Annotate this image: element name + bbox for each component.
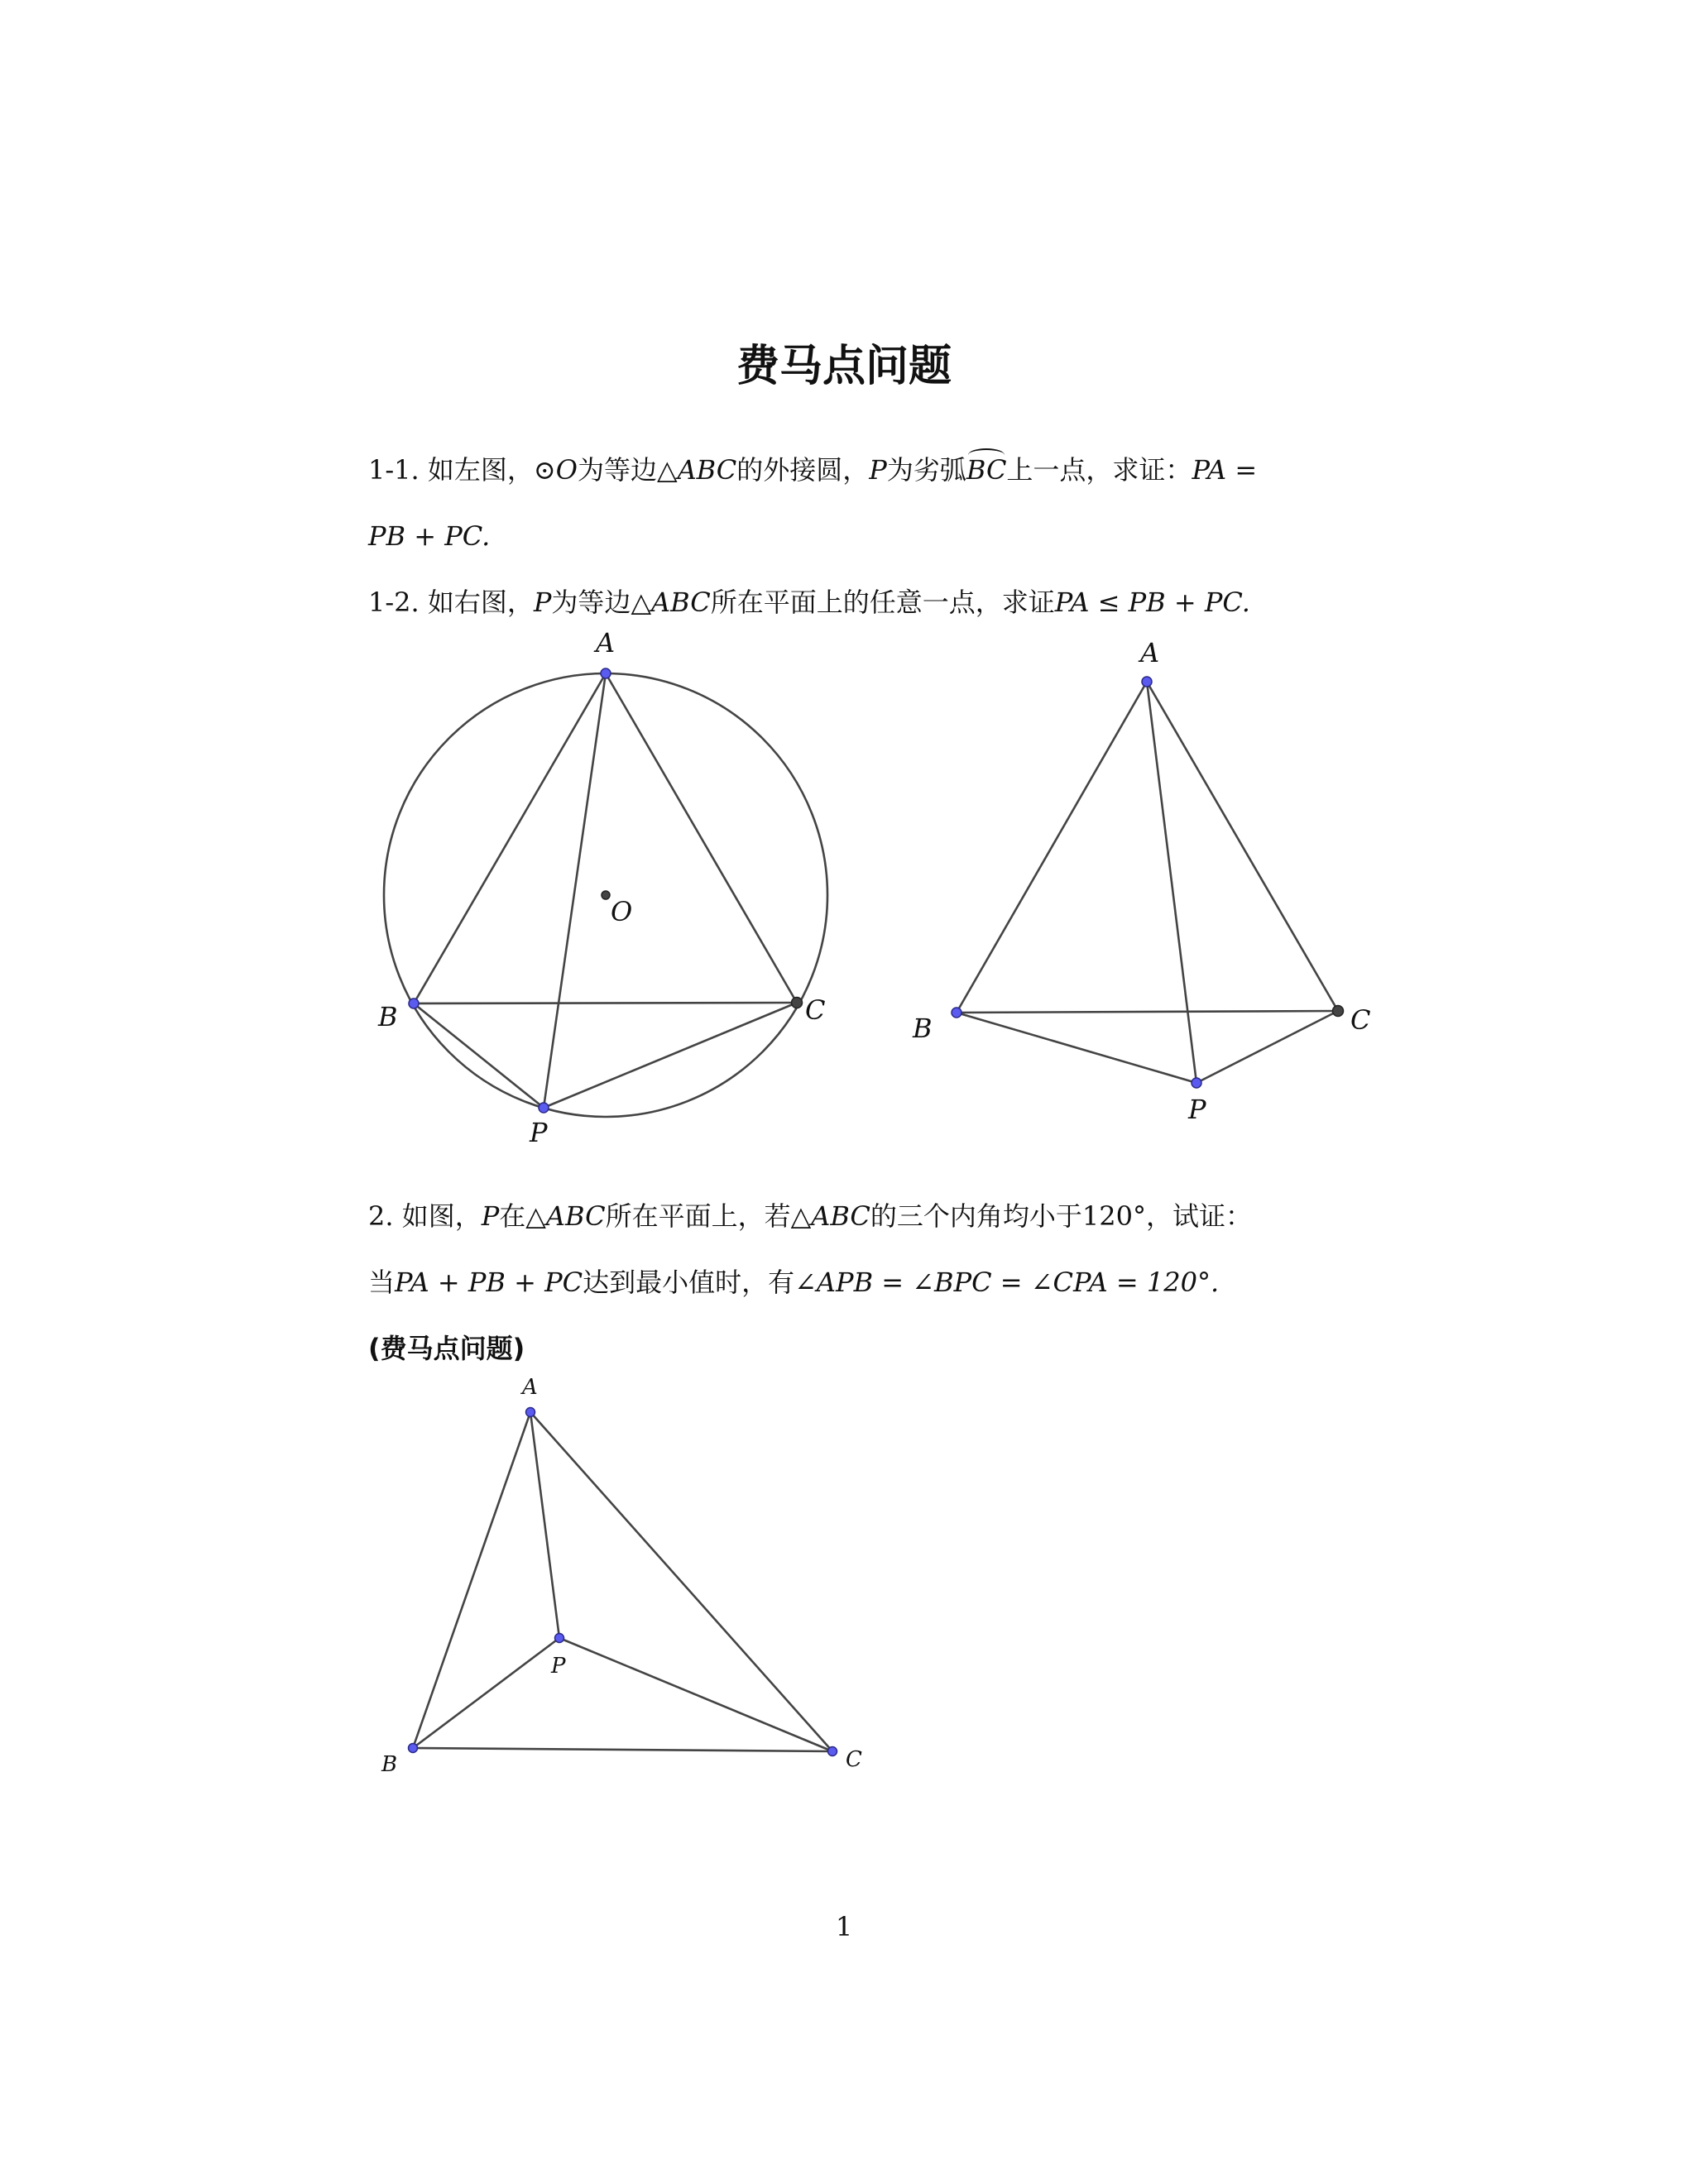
problem-text: ，试证： (1146, 1200, 1253, 1232)
triangle-symbol: △ (656, 454, 678, 486)
label-B: B (913, 1013, 933, 1044)
problem-text: 如图， (401, 1200, 482, 1232)
math-ABC: ABC (677, 454, 737, 486)
label-C: C (805, 994, 826, 1026)
segment-BC (413, 1748, 832, 1751)
math-arc-BC: BC (966, 454, 1007, 486)
segment-BP (413, 1638, 559, 1748)
math-inequality: PA ≤ PB + PC. (1054, 587, 1250, 618)
segment-AC (530, 1412, 832, 1751)
problem-number: 1-1. (368, 454, 420, 486)
label-A: A (1140, 637, 1160, 668)
problem-text: 达到最小值时，有 (583, 1267, 795, 1298)
math-P: P (869, 454, 887, 486)
label-C: C (846, 1747, 862, 1772)
triangle-symbol: △ (790, 1200, 812, 1232)
label-B: B (378, 1001, 398, 1032)
problem-text: 在 (499, 1200, 526, 1232)
math-ABC: ABC (651, 587, 711, 618)
label-A: A (522, 1375, 538, 1400)
math-P: P (533, 587, 552, 618)
math-angles: ∠APB = ∠BPC = ∠CPA = 120°. (794, 1267, 1220, 1298)
point-B (409, 1744, 418, 1753)
math-ABC: ABC (545, 1200, 606, 1232)
point-A (526, 1408, 535, 1417)
page-title: 费马点问题 (736, 342, 952, 391)
problem-text: 为等边 (577, 454, 657, 486)
label-C: C (1350, 1004, 1371, 1036)
problem-text: 当 (368, 1267, 396, 1298)
problem-text: 为等边 (551, 587, 631, 618)
page-number: 1 (835, 1911, 853, 1942)
problem-number: 2. (368, 1200, 394, 1232)
triangle-symbol: △ (525, 1200, 546, 1232)
label-P: P (551, 1654, 566, 1679)
segment-AB (413, 1412, 530, 1748)
problem-text: 如左图， (427, 454, 534, 486)
math-sum: PA + PB + PC (395, 1267, 583, 1298)
problem-text: 所在平面上的任意一点，求证 (710, 587, 1055, 618)
angle-value: 120° (1081, 1200, 1146, 1232)
label-B: B (381, 1752, 398, 1777)
subheading: (费马点问题) (368, 1333, 525, 1364)
triangle-symbol: △ (631, 587, 652, 618)
problem-text: 上一点，求证： (1006, 454, 1192, 486)
problem-number: 1-2. (368, 587, 420, 618)
point-P (555, 1634, 564, 1643)
math-equation: PA = (1192, 454, 1258, 486)
problem-text: 为劣弧 (886, 454, 966, 486)
segment-CP (559, 1638, 832, 1751)
math-O: O (555, 454, 578, 486)
circle-symbol: ⊙ (533, 454, 556, 486)
label-O: O (611, 896, 633, 927)
label-P: P (530, 1117, 548, 1148)
point-C (828, 1747, 837, 1756)
math-equation: PB + PC. (368, 520, 491, 552)
problem-text: 如右图， (427, 587, 534, 618)
problem-text: 所在平面上，若 (605, 1200, 791, 1232)
problem-text: 的外接圆， (736, 454, 870, 486)
math-P: P (481, 1200, 500, 1232)
segment-AP (530, 1412, 559, 1638)
math-ABC: ABC (811, 1200, 870, 1232)
label-P: P (1188, 1094, 1206, 1125)
label-A: A (596, 627, 616, 659)
problem-text: 的三个内角均小于 (870, 1200, 1082, 1232)
